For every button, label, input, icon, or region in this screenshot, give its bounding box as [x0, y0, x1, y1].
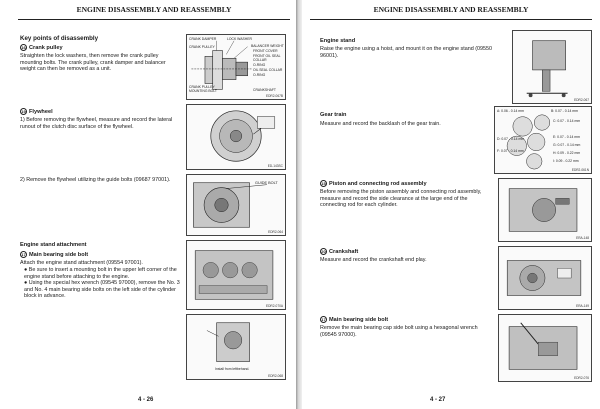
figure-caption: Install from leftbehand.	[215, 367, 250, 371]
main-bearing-heading: 17 Main bearing side bolt	[321, 316, 389, 323]
engine-stand-attachment-heading: Engine stand attachment	[20, 242, 87, 248]
label-guide-bolt: GUIDE BOLT	[255, 181, 278, 185]
piston-figure	[498, 178, 592, 242]
stand-bullet-2: ● Using the special hex wrench (09545 97000), remove the No. 3 and No. 4 main bearing side bolts on the left side of the cylinder block in advance.	[24, 280, 180, 300]
crank-pulley-text: Straighten the lock washers, then remove the crank pulley mounting bolts. The crank pulley, crank damper and balancer weight can then be removed as a unit.	[20, 53, 166, 73]
figure-code: EDR2-061N	[571, 168, 589, 172]
gear-train-heading: Gear train	[320, 112, 347, 118]
backlash-i: I: 0.09 - 0.22 mm	[553, 159, 579, 163]
engine-stand-figure	[512, 30, 592, 104]
page-header-left: ENGINE DISASSEMBLY AND REASSEMBLY	[18, 5, 290, 20]
engine-stand-text: Raise the engine using a hoist, and mount it on the engine stand (09550 96001).	[320, 46, 493, 59]
page-number-right: 4 - 27	[430, 397, 446, 403]
figure-code: ED-143SC	[267, 164, 283, 168]
figure-code: EDR2-067B	[265, 94, 283, 98]
crankshaft-figure	[498, 246, 592, 310]
step-number: 20	[321, 249, 326, 254]
backlash-b: B: 0.07 - 0.14 mm	[551, 109, 578, 113]
piston-heading: 15 Piston and connecting rod assembly	[321, 180, 427, 187]
label-oil-seal-collar: OIL SEAL COLLAR	[253, 68, 283, 72]
backlash-g: G: 0.07 - 0.14 mm	[553, 143, 581, 147]
crank-pulley-heading: 16 Crank pulley	[21, 44, 63, 51]
step-number: 19	[21, 109, 26, 114]
label-balancer-weight: BALANCER WEIGHT	[251, 44, 284, 48]
figure-code: EDR2-067	[574, 98, 589, 102]
label-o-ring-1: O-RING	[253, 63, 266, 67]
page-header-right: ENGINE DISASSEMBLY AND REASSEMBLY	[310, 5, 592, 20]
label-crank-pulley: CRANK PULLEY	[189, 45, 215, 49]
label-front-cover: FRONT COVER	[253, 49, 278, 53]
figure-code: ERA-149	[576, 304, 589, 308]
backlash-f: F: 0.07 - 0.14 mm	[497, 149, 524, 153]
backlash-a: A: 0.06 - 0.14 mm	[497, 109, 524, 113]
crankshaft-text: Measure and record the crankshaft end play.	[320, 257, 427, 263]
step-number: 17	[321, 317, 326, 322]
key-points-heading: Key points of disassembly	[20, 35, 99, 42]
crankshaft-heading: 20 Crankshaft	[321, 248, 359, 255]
guide-bolt-figure	[186, 174, 286, 236]
gear-train-figure	[494, 106, 592, 174]
figure-code: EDR2-064	[268, 230, 283, 234]
step-number: 15	[321, 181, 326, 186]
figure-code: ERA-148	[576, 236, 589, 240]
step-number: 17	[21, 252, 26, 257]
figure-code: EDR2-068	[268, 374, 283, 378]
flywheel-step-2: 2) Remove the flywheel utilizing the guide bolts (09687 97001).	[20, 177, 171, 183]
cylinder-block-figure	[186, 240, 286, 310]
label-o-ring-2: O-RING	[253, 73, 266, 77]
main-bearing-figure	[498, 314, 592, 382]
backlash-c: C: 0.07 - 0.14 mm	[553, 119, 581, 123]
gear-train-text: Measure and record the backlash of the gear train.	[320, 121, 441, 127]
page-number-left: 4 - 26	[138, 397, 154, 403]
label-crankshaft: CRANKSHAFT	[253, 88, 276, 92]
stand-bullet-1: ● Be sure to insert a mounting bolt in the upper left corner of the engine stand before attaching to the engine.	[24, 267, 177, 280]
stand-attach-text: Attach the engine stand attachment (09554 97001).	[20, 260, 143, 266]
figure-code: EDR2-070A	[265, 304, 283, 308]
flywheel-step-1: 1) Before removing the flywheel, measure and record the lateral runout of the clutch disc surface of the flywheel.	[20, 117, 173, 130]
label-lock-washer: LOCK WASHER	[227, 37, 252, 41]
crank-pulley-figure	[186, 34, 286, 100]
backlash-h: H: 0.09 - 0.22 mm	[553, 151, 581, 155]
piston-text: Before removing the piston assembly and connecting rod assembly, measure and record the side clearance at the large end of the connecting rod for each cylinder.	[320, 189, 482, 209]
main-bearing-bolt-heading: 17 Main bearing side bolt	[21, 251, 89, 258]
step-number: 16	[21, 45, 26, 50]
backlash-e: E: 0.07 - 0.14 mm	[553, 135, 580, 139]
figure-code: EDR2-076	[574, 376, 589, 380]
engine-stand-heading: Engine stand	[320, 38, 356, 44]
label-mounting-bolt: CRANK PULLEY MOUNTING BOLT	[189, 85, 218, 93]
label-front-oil-seal-collar: FRONT OIL SEAL COLLAR	[253, 54, 281, 62]
left-page	[0, 0, 296, 409]
label-crank-damper: CRANK DAMPER	[189, 37, 217, 41]
flywheel-runout-figure	[186, 104, 286, 170]
flywheel-heading: 19 Flywheel	[21, 108, 53, 115]
stand-install-figure	[186, 314, 286, 380]
right-page	[302, 0, 600, 409]
main-bearing-text: Remove the main bearing cap side bolt using a hexagonal wrench (09545 97000).	[320, 325, 478, 338]
backlash-d: D: 0.07 - 0.14 mm	[497, 137, 525, 141]
